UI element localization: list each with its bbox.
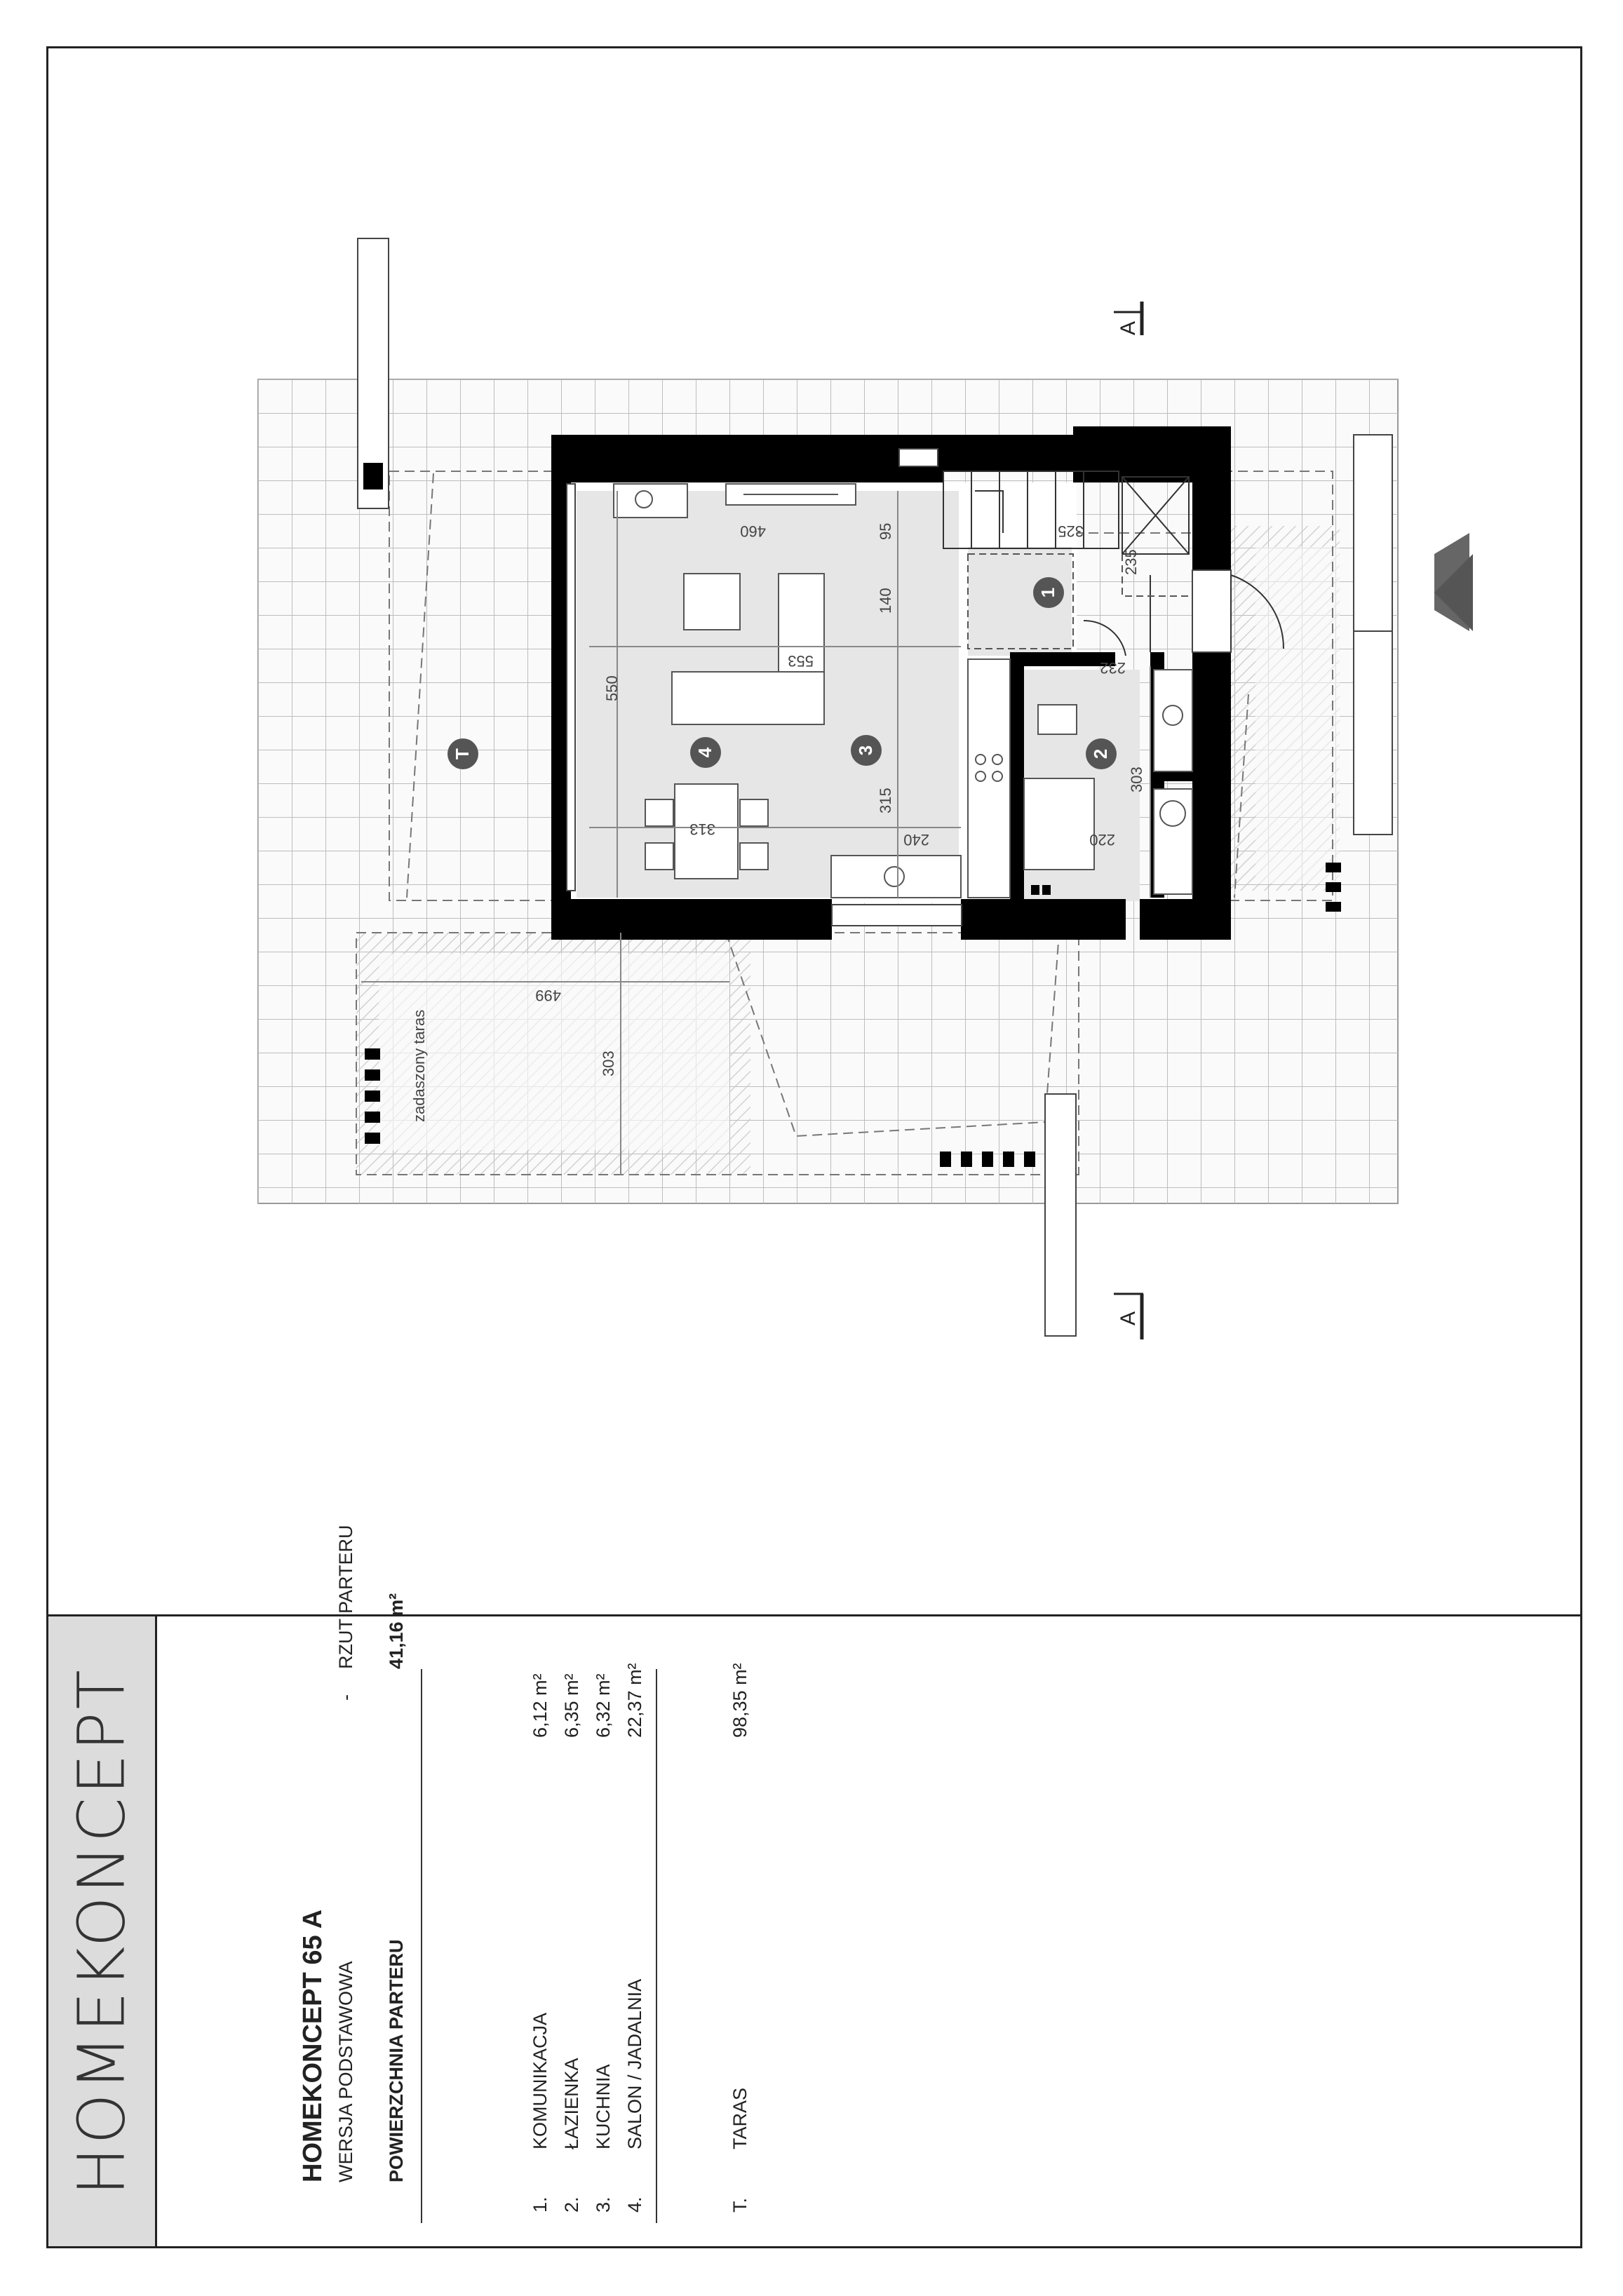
room-1-num: 1. — [530, 2196, 551, 2213]
area-value: 41,16 m² — [386, 1593, 407, 1669]
area-label: POWIERZCHNIA PARTERU — [386, 1939, 407, 2182]
room-4-num: 4. — [624, 2196, 645, 2213]
version-label: WERSJA PODSTAWOWA — [335, 1961, 356, 2182]
room-4-name: SALON / JADALNIA — [624, 1978, 645, 2149]
room-3-area: 6,32 m² — [593, 1673, 614, 1738]
terrace-area: 98,35 m² — [729, 1663, 750, 1738]
version-separator: - — [335, 1694, 356, 1701]
room-3-name: KUCHNIA — [593, 2064, 614, 2149]
project-title: HOMEKONCEPT 65 A — [298, 1909, 328, 2182]
dim-325: 325 — [1058, 522, 1084, 540]
room-3-num: 3. — [593, 2196, 614, 2213]
badge-4: 4 — [694, 747, 715, 758]
terrace-num: T. — [729, 2197, 750, 2213]
dim-235: 235 — [1122, 549, 1140, 575]
rooms-leader — [656, 1669, 657, 2223]
badge-2: 2 — [1090, 748, 1111, 759]
dim-553: 553 — [788, 652, 814, 670]
section-a-top: A — [1117, 320, 1140, 335]
badge-1: 1 — [1037, 587, 1058, 598]
dim-313: 313 — [689, 821, 715, 838]
room-2-name: ŁAZIENKA — [561, 2058, 582, 2149]
dim-240: 240 — [903, 831, 929, 849]
room-4-area: 22,37 m² — [624, 1663, 645, 1738]
room-1-area: 6,12 m² — [530, 1673, 551, 1738]
brand-logo: HOMEKONCEPT — [64, 1667, 140, 2196]
dim-232: 232 — [1100, 659, 1126, 677]
dim-220: 220 — [1089, 831, 1115, 849]
badge-3: 3 — [855, 745, 876, 756]
dim-315: 315 — [877, 788, 894, 813]
badge-t: T — [452, 748, 473, 759]
dim-460: 460 — [740, 522, 766, 540]
dim-140: 140 — [877, 588, 894, 614]
dim-95: 95 — [877, 522, 894, 540]
title-block-divider — [46, 1614, 1582, 1616]
terrace-name: TARAS — [729, 2087, 750, 2149]
area-leader — [421, 1669, 422, 2223]
plan-name: RZUT PARTERU — [335, 1525, 356, 1669]
section-a-bottom: A — [1117, 1311, 1140, 1325]
covered-terrace-label: zadaszony taras — [410, 1009, 428, 1122]
room-2-num: 2. — [561, 2196, 582, 2213]
room-1-name: KOMUNIKACJA — [530, 2012, 551, 2149]
dim-550: 550 — [603, 675, 621, 701]
dim-303-bath: 303 — [1128, 767, 1145, 792]
room-2-area: 6,35 m² — [561, 1673, 582, 1738]
dim-499: 499 — [535, 987, 561, 1004]
dim-303-terrace: 303 — [600, 1051, 617, 1076]
